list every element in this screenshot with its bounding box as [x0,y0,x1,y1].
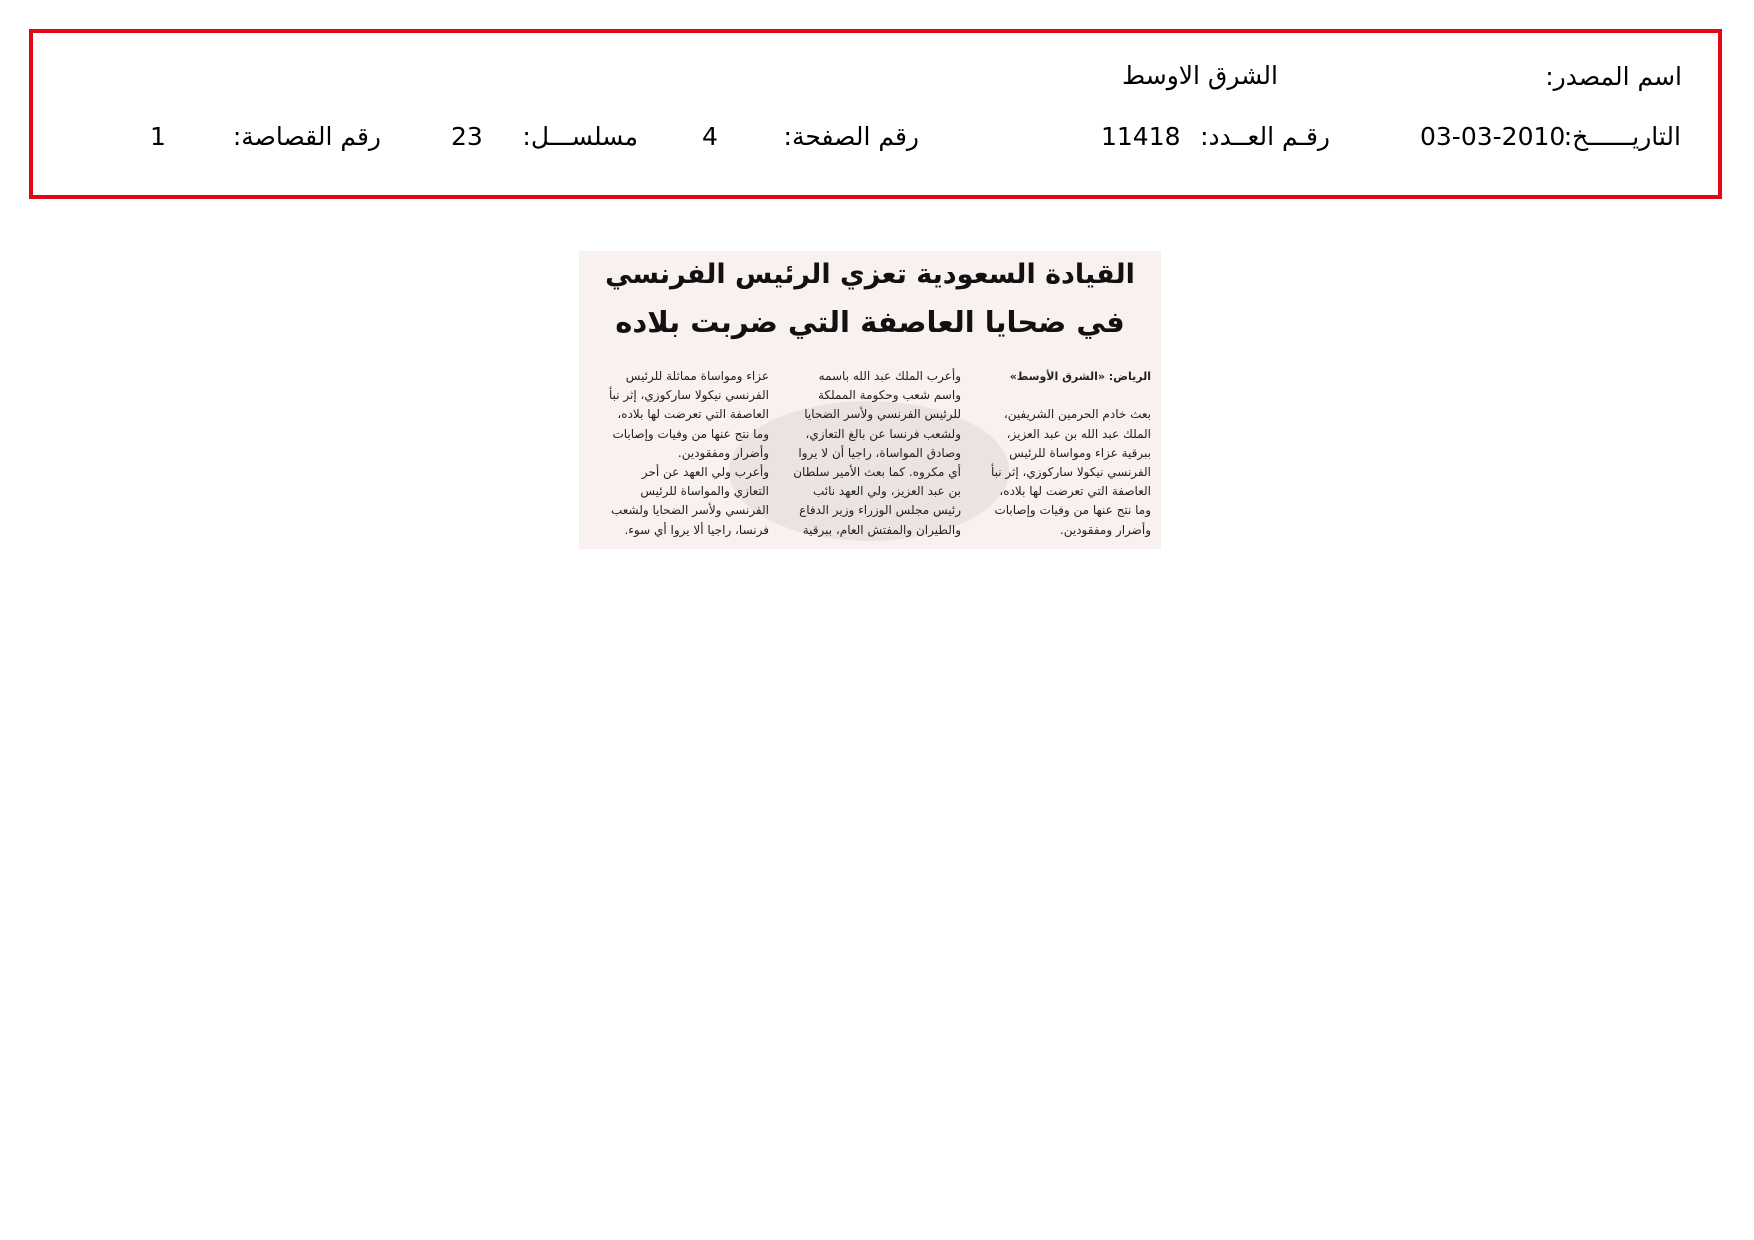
article-column-right [973,367,1151,540]
column-line: أي مكروه. كما بعث الأمير سلطان [793,464,961,479]
column-line: وما نتج عنها من وفيات وإصابات [994,503,1151,518]
column-line: بن عبد العزيز، ولي العهد نائب [812,484,961,499]
page-label: رقم الصفحة: [783,122,919,151]
source-value: الشرق الاوسط [1122,61,1278,90]
issue-label: رقـم العــدد: [1200,122,1330,151]
clipping-label: رقم القصاصة: [232,122,381,151]
clipping-info-box [29,29,1722,199]
column-line: رئيس مجلس الوزراء وزير الدفاع [799,503,961,518]
column-line: وأعرب الملك عبد الله باسمه [818,369,961,383]
column-line: الفرنسي ولأسر الضحايا ولشعب [610,503,769,518]
column-line: الفرنسي نيكولا ساركوزي، إثر نبأ [608,388,769,403]
source-label: اسم المصدر: [1545,62,1682,91]
column-line: ولشعب فرنسا عن بالغ التعازي، [805,426,961,441]
column-line: وما نتج عنها من وفيات وإصابات [612,426,769,441]
column-line: الفرنسي نيكولا ساركوزي، إثر نبأ [990,464,1151,479]
column-line: الملك عبد الله بن عبد العزيز، [1006,426,1151,441]
column-line: العاصفة التي تعرضت لها بلاده، [617,407,769,422]
serial-label: مسلســـل: [522,122,638,151]
column-line: عزاء ومواساة مماثلة للرئيس [625,369,769,383]
column-line: وأضرار ومفقودين. [1059,522,1151,537]
column-line: وصادق المواساة، راجيا أن لا يروا [798,445,961,460]
article-column-middle [779,367,961,540]
newspaper-clipping [579,251,1161,549]
column-line: والطيران والمفتش العام، ببرقية [802,522,961,537]
column-line [973,386,1151,405]
date-label: التاريــــــخ: [1563,122,1681,151]
column-line: فرنسا، راجيا ألا يروا أي سوء. [624,522,769,537]
article-dateline: الرياض: «الشرق الأوسط» [1009,370,1151,383]
issue-value: 11418 [1101,122,1181,151]
column-line: العاصفة التي تعرضت لها بلاده، [999,484,1151,499]
article-headline-line1: القيادة السعودية تعزي الرئيس الفرنسي [605,259,1135,290]
column-line: ببرقية عزاء ومواساة للرئيس [1009,445,1151,460]
column-line: التعازي والمواساة للرئيس [640,484,769,499]
article-column-left [587,367,769,540]
column-line: وأعرب ولي العهد عن أحر [641,464,769,479]
article-headline-line2: في ضحايا العاصفة التي ضربت بلاده [615,305,1125,339]
date-value: 03-03-2010 [1420,122,1566,151]
column-line: للرئيس الفرنسي ولأسر الضحايا [804,407,961,422]
clipping-value: 1 [150,122,166,151]
column-line: واسم شعب وحكومة المملكة [817,388,961,403]
column-line: وأضرار ومفقودين. [677,445,769,460]
column-line: بعث خادم الحرمين الشريفين، [1003,407,1151,422]
serial-value: 23 [451,122,483,151]
page-value: 4 [702,122,718,151]
